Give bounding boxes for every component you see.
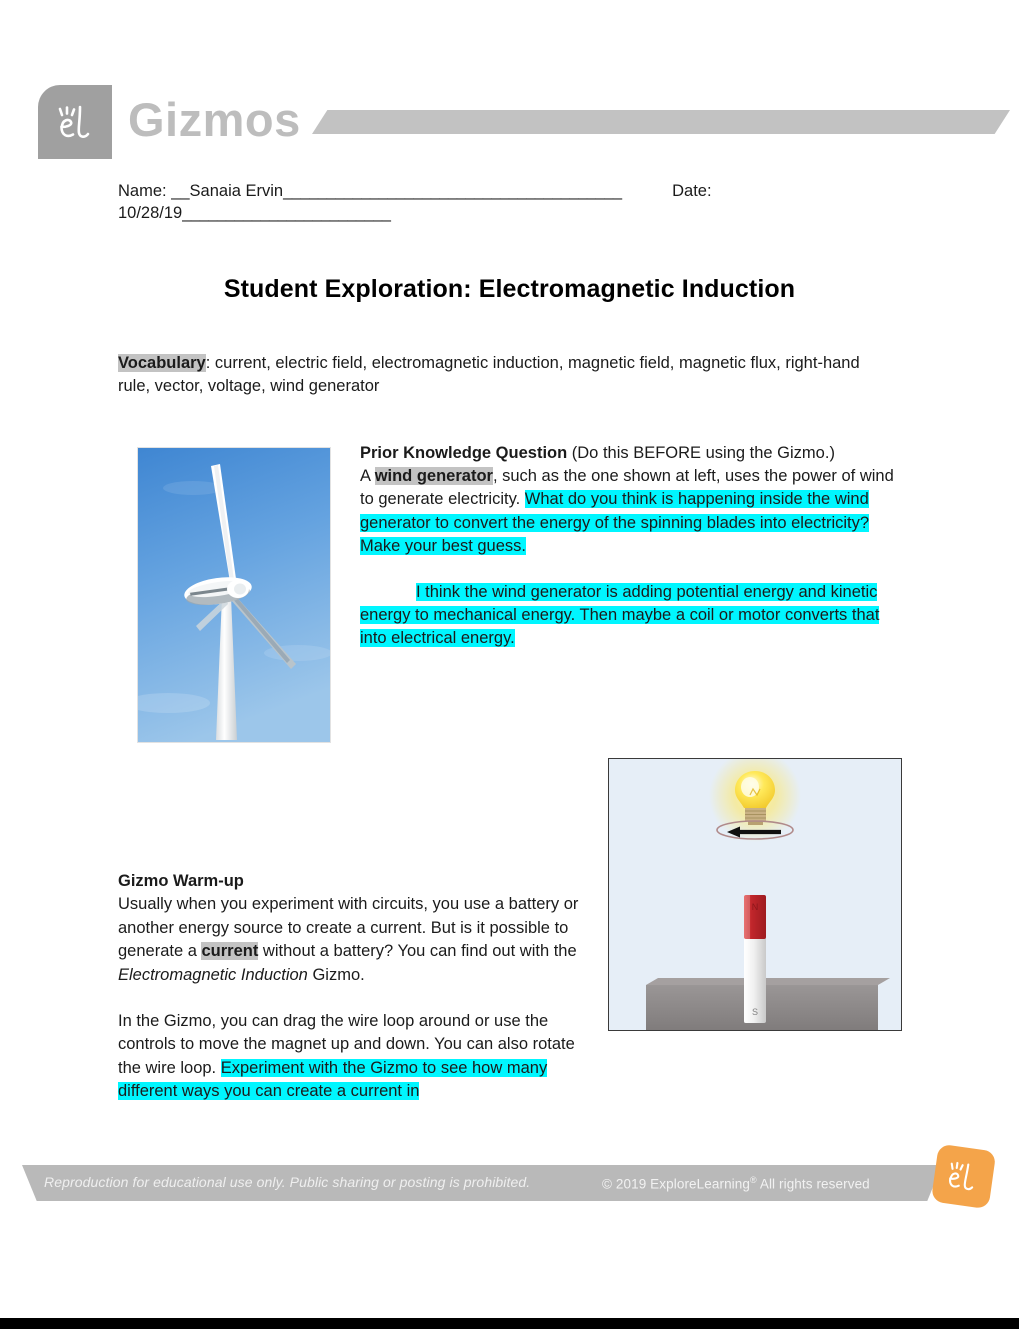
date-rule: ________________________ [182, 204, 391, 222]
prior-knowledge-question [360, 442, 900, 558]
date-value: 10/28/19 [118, 204, 183, 222]
prior-knowledge-section [360, 442, 900, 651]
gizmo-simulation-screenshot [608, 758, 902, 1031]
page-bottom-band [0, 1318, 1019, 1329]
warmup-heading: Gizmo Warm-up [118, 872, 244, 890]
wind-turbine-photo [137, 447, 331, 743]
student-answer-text: I think the wind generator is adding potential energy and kinetic energy to mechanical energy. Then maybe a coil or motor converts that into electrical energy. [360, 583, 880, 648]
name-value: __Sanaia Ervin [171, 182, 284, 200]
prior-knowledge-heading: Prior Knowledge Question [360, 444, 568, 462]
warmup-paragraph-1 [118, 870, 588, 987]
gizmo-name-italic: Electromagnetic Induction [118, 965, 308, 984]
question-part2: , such as the one shown at left, uses the power of wind to generate electricity. [360, 467, 894, 509]
warmup-p2-part1: In the Gizmo, you can drag the wire loop around or use the controls to move the magnet up and down. You can also rotate the wire loop. [118, 1012, 575, 1077]
el-script-logo-icon [930, 1144, 1005, 1219]
name-label: Name: [118, 182, 167, 200]
name-rule: _______________________________________ [283, 182, 622, 200]
warmup-p1-part3: Gizmo. [307, 965, 365, 984]
vocabulary-label: Vocabulary [118, 354, 206, 372]
page-title: Student Exploration: Electromagnetic Induction [223, 275, 796, 303]
footer-rights-text: All rights reserved [756, 1176, 870, 1192]
prior-knowledge-note: (Do this BEFORE using the Gizmo.) [567, 444, 835, 462]
gizmo-warmup-section [118, 870, 588, 1104]
warmup-term-current: current [201, 942, 259, 961]
warmup-p1-part1: Usually when you experiment with circuits, you use a battery or another energy source to create a current. But is it possible to generate a [118, 895, 579, 961]
question-highlighted-prompt: What do you think is happening inside the wind generator to convert the energy of the spinning blades into electricity? Make your best guess. [360, 490, 870, 555]
question-term-wind-generator: wind generator [374, 467, 493, 486]
header-accent-bar [312, 110, 1010, 134]
question-part1: A [360, 467, 375, 486]
warmup-paragraph-2 [118, 1010, 588, 1104]
footer-copyright-text: © 2019 ExploreLearning [602, 1176, 750, 1192]
el-script-logo-icon [38, 85, 112, 159]
vocabulary-colon: : [205, 354, 211, 372]
vocabulary-section [118, 352, 888, 398]
brand-name: Gizmos [128, 93, 301, 146]
footer-copyright [602, 1175, 870, 1192]
registered-trademark-icon: ® [750, 1175, 757, 1185]
magnet-north-label: N [751, 902, 759, 912]
date-label: Date: [672, 182, 712, 200]
magnet-south-label: S [751, 1007, 759, 1017]
footer-reproduction-notice: Reproduction for educational use only. Public sharing or posting is prohibited. [44, 1174, 531, 1190]
vocabulary-terms: current, electric field, electromagnetic induction, magnetic field, magnetic flux, right-hand rule, vector, voltage, wind generator [118, 354, 860, 395]
name-date-line [118, 180, 908, 224]
warmup-highlighted-instruction: Experiment with the Gizmo to see how many different ways you can create a current in [118, 1058, 548, 1101]
warmup-p1-part2: without a battery? You can find out with the [258, 942, 577, 961]
prior-knowledge-answer [360, 581, 900, 651]
